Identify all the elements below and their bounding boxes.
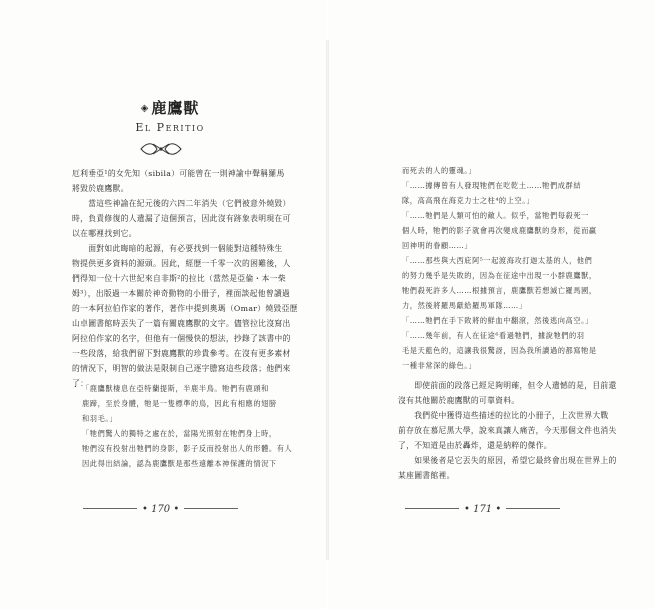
page-number-left-value: 170 xyxy=(151,504,171,515)
left-quote-text: 「鹿鷹獸棲息在亞特蘭提斯，半鹿半鳥。牠們有鹿頭和 鹿蹄，至於身體，牠是一隻標準的鳥，因此有相應的翅膀 和羽毛。」 「牠們驚人的獨特之處在於，當陽光照射在牠們身上時， 牠們沒有投射出牠們的身影，影子反而投射出人的形體。有人 因此得出結論，認為鹿鷹獸是那些遠離本神保護的情況下 xyxy=(82,384,293,468)
page-number-rule xyxy=(83,508,137,509)
page-number-right: • 171 • xyxy=(400,504,565,515)
right-body-text: 即使前面的段落已經足夠明確，但令人遺憾的是，目前還 沒有其他關於鹿鷹獸的可靠資料。 我們從中獲得這些描述的拉比的小冊子，上次世界大戰 前存放在慕尼黑大學，說來真讓人痛苦，今天那個文件也消失 了，不知道是由於轟炸，還是納粹的傑作。 如果後者是它丟失的原因，希望它最終會出現在世界上的 某座圖書館裡。 xyxy=(398,381,617,480)
page-number-rule xyxy=(506,508,560,509)
chapter-title-zh-text: 鹿鷹獸 xyxy=(151,99,200,117)
page-number-rule xyxy=(184,508,238,509)
right-quote-text: 而死去的人的靈魂。」 「……據傳曾有人發現牠們在吃乾土……牠們成群結 隊，高高飛在海克力士之柱⁴的上空。」 「……牠們是人類可怕的敵人。似乎，當牠們每殺死一 個人時，牠們的影子就會再次變成鹿鷹獸的身形，從而贏 回神明的眷顧……」 「……那些與大西庇阿⁵一起渡海攻打迦太基的人，他們 的努力幾乎是失敗的，因為在征途中出現一小群鹿鷹獸， 牠們殺死許多人……根據預言，鹿鷹獸若想滅亡羅馬國， 力，然後將羅馬獻給羅馬軍隊……」 「……牠們在手下敗將的鮮血中翻滾，然後逃向高空。」 「……幾年前，有人在征途⁶看過牠們，據說牠們的羽 毛是天藍色的，這讓我很驚訝，因為我所讀過的都寫牠是 一種非常深的綠色。」 xyxy=(402,166,597,370)
left-body-text: 厄利垂亞¹的女先知（sibila）可能曾在一則神諭中聲稱羅馬 將毀於鹿鷹獸。 當這些神諭在紀元後的六四二年消失（它們被意外燒毀） 時，負責修復的人遺漏了這個預言，因此沒有跡象表明現在可 以在哪裡找到它。 面對如此晦暗的起源，有必要找到一個能對這種特殊生 物提供更多資料的源頭。因此，經歷一千零一次的困難後，人 們得知一位十六世紀來自非斯²的拉比（當然是亞倫・本一柴 姆³），出版過一本關於神奇動物的小冊子，裡面談起他曾讀過 的一本阿拉伯作家的著作，著作中提到奧瑪（Omar）燒毀亞歷 山卓圖書館時丟失了一篇有關鹿鷹獸的文字。儘管拉比沒寫出 阿拉伯作家的名字，但他有一個慢快的想法，抄錄了該書中的 一些段落，給我們留下對鹿鷹獸的珍貴參考。在沒有更多素材 的情況下，明智的做法是限制自己逐字謄寫這些段落；他們來 了： xyxy=(72,169,298,388)
chapter-title-zh xyxy=(70,97,270,118)
chapter-title-block xyxy=(70,97,270,134)
diamond-ornament-icon: ◈ xyxy=(140,103,150,114)
page-number-rule xyxy=(405,508,459,509)
book-gutter xyxy=(326,40,329,560)
page-number-right-value: 171 xyxy=(473,504,493,515)
page-number-left: • 170 • xyxy=(78,504,243,515)
chapter-title-en: El Peritio xyxy=(135,121,205,134)
decorative-flourish-icon xyxy=(139,140,183,158)
